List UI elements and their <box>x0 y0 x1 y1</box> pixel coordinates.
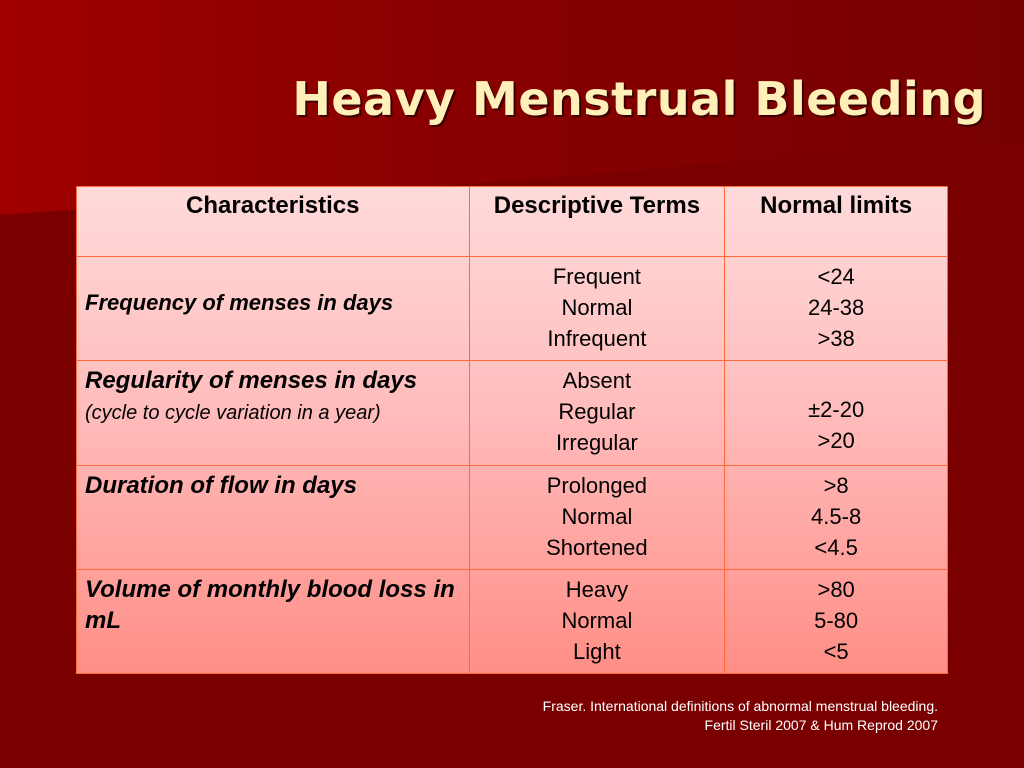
term: Heavy <box>565 576 629 602</box>
terms-cell <box>469 361 725 465</box>
limit: >38 <box>817 326 855 351</box>
header-normal-limits: Normal limits <box>725 187 948 257</box>
table-row <box>77 257 948 361</box>
table-header-row <box>77 187 948 257</box>
table-row <box>77 569 948 673</box>
limit: 24-38 <box>807 295 865 320</box>
terms-cell <box>469 257 725 361</box>
characteristic-cell <box>77 569 470 673</box>
characteristic-label: Frequency of menses in days <box>85 290 394 315</box>
terms-cell <box>469 569 725 673</box>
term: Irregular <box>555 430 638 456</box>
term: Prolonged <box>546 472 648 498</box>
term: Normal <box>561 607 633 633</box>
term: Normal <box>561 503 633 529</box>
characteristic-label: Volume of monthly blood loss in mL <box>85 575 455 634</box>
citation-line-2: Fertil Steril 2007 & Hum Reprod 2007 <box>704 717 938 733</box>
limits-cell <box>725 465 948 569</box>
citation-line-1: Fraser. International definitions of abnormal menstrual bleeding. <box>542 698 938 714</box>
limits-cell <box>725 361 948 465</box>
term: Regular <box>558 399 636 425</box>
table-row <box>77 361 948 465</box>
term: Normal <box>561 295 633 320</box>
header-descriptive-terms: Descriptive Terms <box>469 187 725 257</box>
slide-title: Heavy Menstrual Bleeding <box>292 72 986 126</box>
bleeding-definitions-table <box>76 186 948 674</box>
characteristic-label: Regularity of menses in days <box>85 367 418 395</box>
term: Absent <box>562 368 632 394</box>
limit: <24 <box>817 264 855 289</box>
limit: 4.5-8 <box>811 503 862 529</box>
table-row <box>77 465 948 569</box>
limit: <4.5 <box>814 534 858 560</box>
term: Light <box>573 638 621 664</box>
term: Frequent <box>552 264 641 289</box>
characteristic-cell <box>77 465 470 569</box>
limits-cell <box>725 569 948 673</box>
term: Infrequent <box>547 326 647 351</box>
limit: <5 <box>823 638 849 664</box>
limit: >8 <box>823 472 849 498</box>
terms-cell <box>469 465 725 569</box>
limit: ±2-20 <box>808 397 865 423</box>
term: Shortened <box>546 534 648 560</box>
characteristic-note: (cycle to cycle variation in a year) <box>85 402 381 425</box>
limits-cell <box>725 257 948 361</box>
limit: >80 <box>817 576 855 602</box>
characteristic-cell <box>77 361 470 465</box>
limit: 5-80 <box>814 607 859 633</box>
header-characteristics: Characteristics <box>77 187 470 257</box>
characteristic-label: Duration of flow in days <box>85 471 358 499</box>
characteristic-cell <box>77 257 470 361</box>
limit: >20 <box>817 428 855 454</box>
citation <box>543 697 938 735</box>
